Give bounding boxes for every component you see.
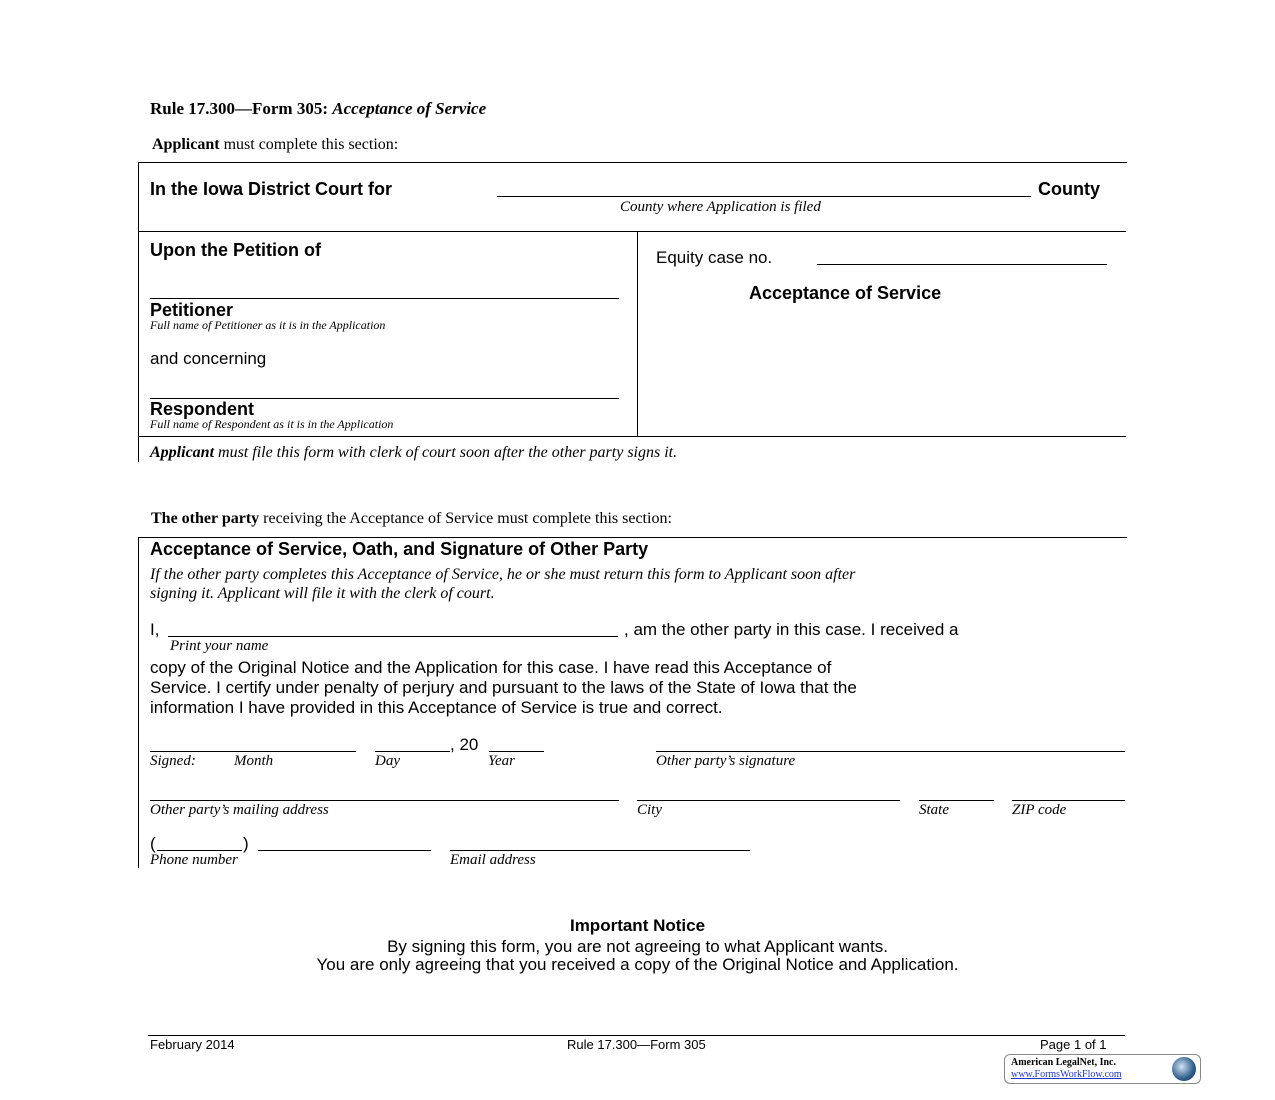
day-label: Day	[375, 753, 400, 769]
year-prefix: , 20	[450, 735, 479, 754]
print-name-hint: Print your name	[170, 638, 269, 654]
american-legalnet-logo	[1004, 1054, 1201, 1084]
signed-label: Signed:	[150, 753, 196, 769]
year-label: Year	[488, 753, 515, 769]
section2-heading: Acceptance of Service, Oath, and Signature of Other Party	[150, 539, 649, 559]
county-label: County	[1038, 179, 1100, 199]
footer-form: Rule 17.300—Form 305	[567, 1037, 706, 1052]
instructions-line: If the other party completes this Acceptance of Service, he or she must return this form to Applicant soon after	[150, 566, 856, 583]
petitioner-field[interactable]	[150, 298, 619, 299]
section2-intro: The other party receiving the Acceptance of Service must complete this section:	[151, 510, 672, 527]
logo-url-link[interactable]: www.FormsWorkFlow.com	[1011, 1069, 1122, 1080]
footer-date: February 2014	[150, 1037, 235, 1052]
state-label: State	[919, 802, 949, 818]
form-title: Acceptance of Service	[749, 283, 942, 303]
city-field[interactable]	[637, 800, 900, 801]
month-field[interactable]	[150, 751, 356, 752]
phone-field[interactable]	[258, 850, 431, 851]
month-label: Month	[234, 753, 274, 769]
year-field[interactable]	[489, 751, 544, 752]
section1-intro: Applicant must complete this section:	[152, 136, 399, 153]
divider	[138, 162, 1127, 163]
form-header: Rule 17.300—Form 305: Acceptance of Service	[150, 99, 487, 118]
footer-page: Page 1 of 1	[1040, 1037, 1107, 1052]
equity-case-label: Equity case no.	[656, 248, 773, 267]
petitioner-label: Petitioner	[150, 300, 234, 320]
zip-label: ZIP code	[1012, 802, 1067, 818]
equity-case-field[interactable]	[817, 264, 1107, 265]
zip-field[interactable]	[1012, 800, 1125, 801]
state-field[interactable]	[919, 800, 994, 801]
county-hint: County where Application is filed	[620, 199, 821, 215]
phone-paren: )	[243, 834, 249, 853]
divider	[138, 537, 139, 868]
upon-petition-label: Upon the Petition of	[150, 240, 321, 260]
petitioner-hint: Full name of Petitioner as it is in the Application	[150, 318, 386, 332]
court-label: In the Iowa District Court for	[150, 179, 393, 199]
phone-label: Phone number	[150, 852, 238, 868]
city-label: City	[637, 802, 662, 818]
county-field[interactable]	[497, 196, 1031, 197]
divider	[138, 436, 1126, 437]
globe-icon	[1172, 1057, 1196, 1081]
divider	[138, 231, 1126, 232]
respondent-hint: Full name of Respondent as it is in the Application	[150, 417, 394, 431]
oath-text: copy of the Original Notice and the Application for this case. I have read this Acceptance of	[150, 658, 832, 677]
oath-text: Service. I certify under penalty of perjury and pursuant to the laws of the State of Iowa that the	[150, 678, 857, 697]
and-concerning: and concerning	[150, 349, 267, 368]
email-label: Email address	[450, 852, 536, 868]
notice-line: You are only agreeing that you received a copy of the Original Notice and Application.	[316, 955, 959, 974]
oath-i: I,	[150, 620, 160, 639]
respondent-label: Respondent	[150, 399, 255, 419]
logo-company: American LegalNet, Inc.	[1011, 1057, 1116, 1068]
phone-paren: (	[150, 834, 156, 853]
footer-divider	[148, 1035, 1125, 1036]
address-label: Other party’s mailing address	[150, 802, 329, 818]
oath-text: information I have provided in this Acceptance of Service is true and correct.	[150, 698, 723, 717]
notice-line: By signing this form, you are not agreeing to what Applicant wants.	[387, 937, 888, 956]
email-field[interactable]	[450, 850, 750, 851]
divider	[637, 231, 638, 436]
address-field[interactable]	[150, 800, 619, 801]
divider	[138, 162, 139, 462]
signature-label: Other party’s signature	[656, 753, 796, 769]
name-field[interactable]	[168, 636, 618, 637]
instructions-line: signing it. Applicant will file it with the clerk of court.	[150, 585, 495, 602]
notice-title: Important Notice	[569, 916, 706, 935]
day-field[interactable]	[375, 751, 450, 752]
oath-text: , am the other party in this case. I received a	[624, 620, 959, 639]
signature-field[interactable]	[656, 751, 1125, 752]
divider	[138, 537, 1127, 538]
section1-footer: Applicant must file this form with clerk of court soon after the other party signs it.	[150, 444, 678, 461]
area-code-field[interactable]	[157, 850, 242, 851]
